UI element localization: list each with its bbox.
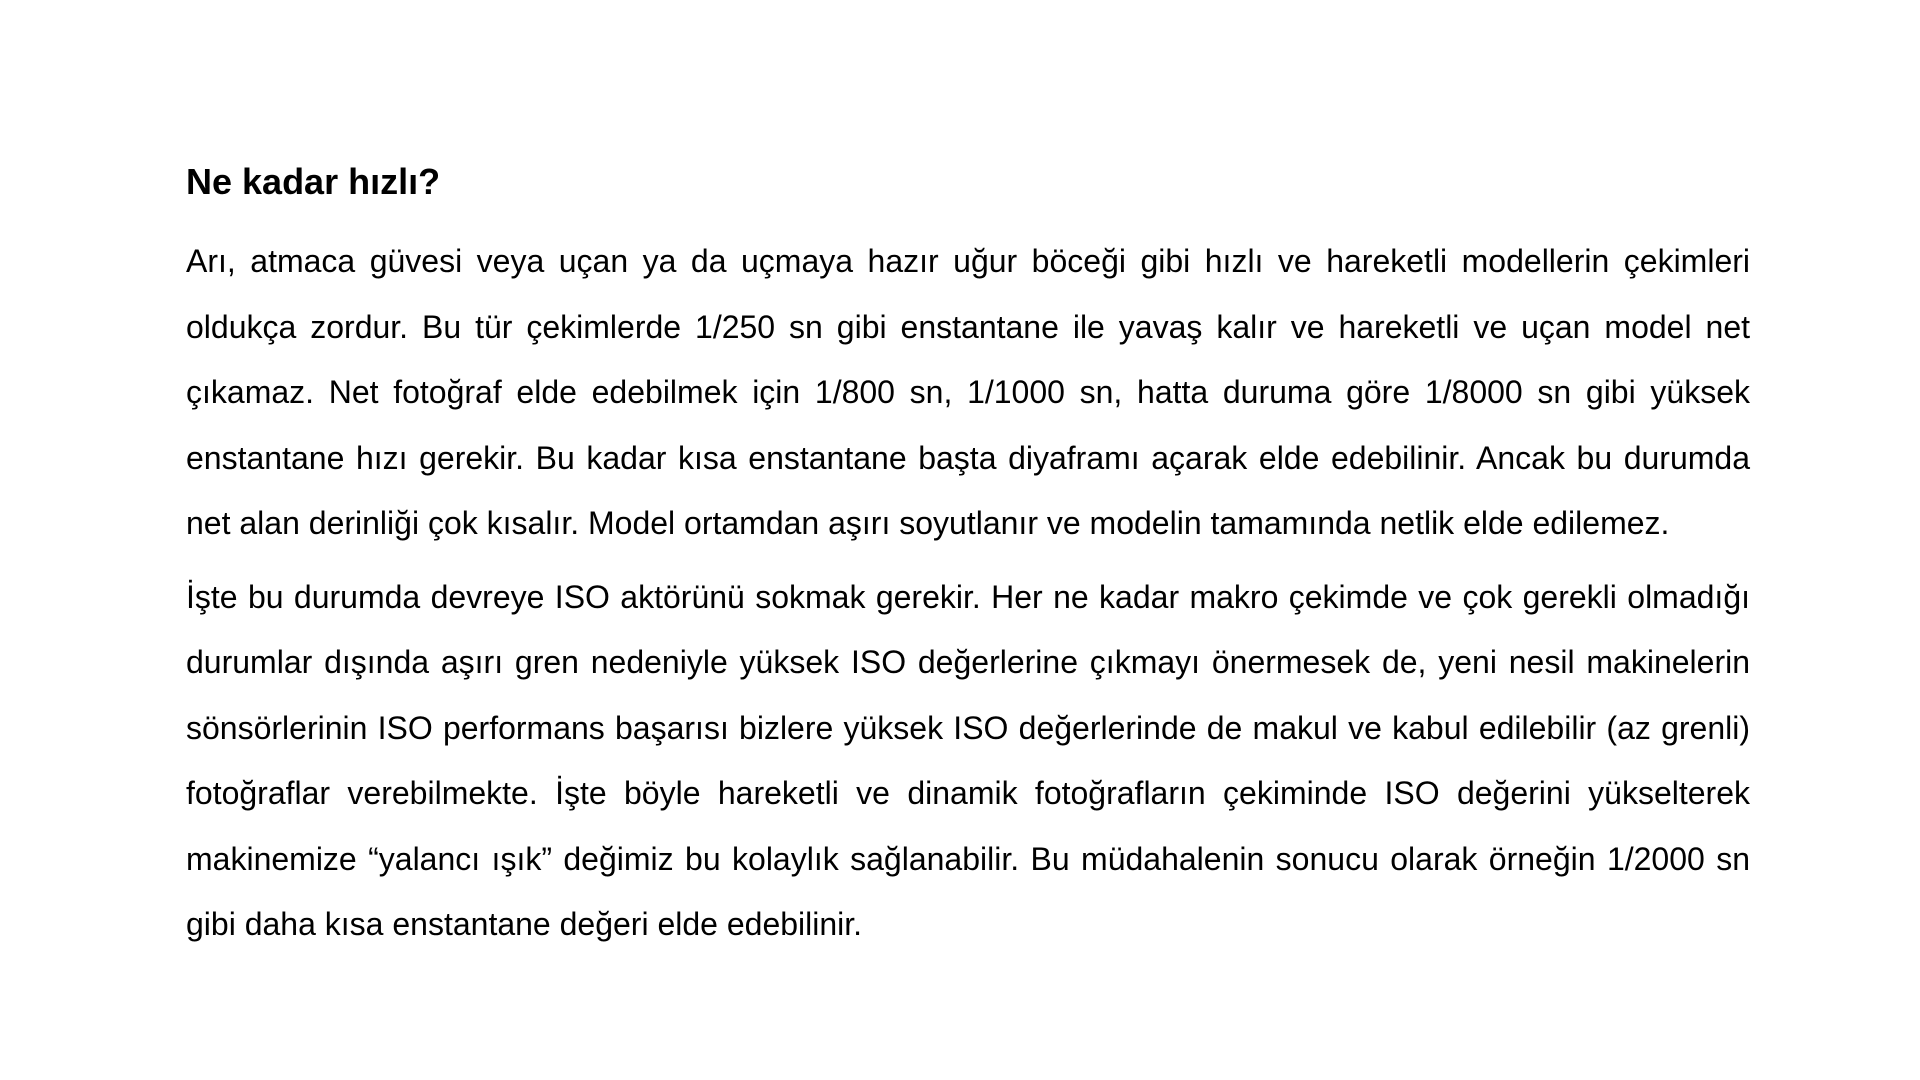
document-page bbox=[186, 160, 1750, 958]
body-paragraph-1: Arı, atmaca güvesi veya uçan ya da uçmaya hazır uğur böceği gibi hızlı ve hareketli modellerin çekimleri oldukça zordur. Bu tür çekimlerde 1/250 sn gibi enstantane ile yavaş kalır ve hareketli ve uçan model net çıkamaz. Net fotoğraf elde edebilmek için 1/800 sn, 1/1000 sn, hatta duruma göre 1/8000 sn gibi yüksek enstantane hızı gerekir. Bu kadar kısa enstantane başta diyaframı açarak elde edebilinir. Ancak bu durumda net alan derinliği çok kısalır. Model ortamdan aşırı soyutlanır ve modelin tamamında netlik elde edilemez. bbox=[186, 243, 1750, 541]
section-heading: Ne kadar hızlı? bbox=[186, 161, 441, 202]
body-paragraph-2: İşte bu durumda devreye ISO aktörünü sokmak gerekir. Her ne kadar makro çekimde ve çok gerekli olmadığı durumlar dışında aşırı gren nedeniyle yüksek ISO değerlerine çıkmayı önermesek de, yeni nesil makinelerin sönsörlerinin ISO performans başarısı bizlere yüksek ISO değerlerinde de makul ve kabul edilebilir (az grenli) fotoğraflar verebilmekte. İşte böyle hareketli ve dinamik fotoğrafların çekiminde ISO değerini yükselterek makinemize “yalancı ışık” değimiz bu kolaylık sağlanabilir. Bu müdahalenin sonucu olarak örneğin 1/2000 sn gibi daha kısa enstantane değeri elde edebilinir. bbox=[186, 578, 1750, 942]
